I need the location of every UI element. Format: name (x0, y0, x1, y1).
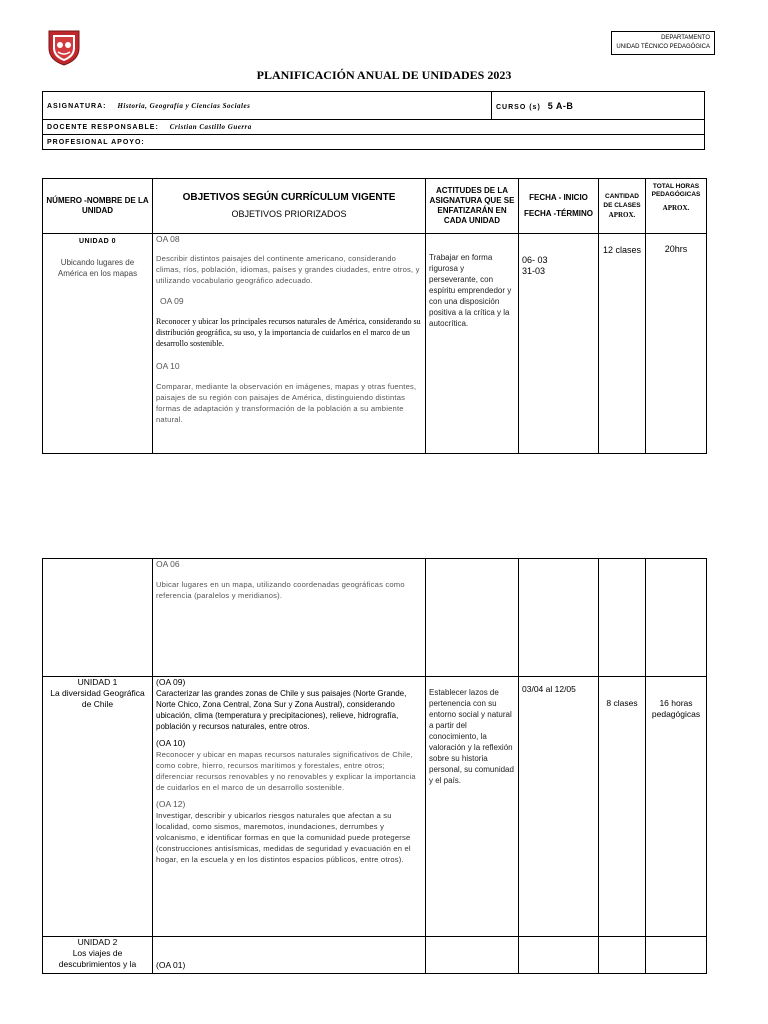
oa-06-code: OA 06 (156, 559, 180, 569)
hours-cell (646, 234, 707, 454)
info-table (42, 91, 705, 150)
school-crest-logo (46, 28, 82, 66)
unit-1-label: UNIDAD 1 (77, 677, 118, 687)
oa-01-code-u2: (OA 01) (156, 960, 186, 970)
apoyo-label: PROFESIONAL APOYO: (47, 138, 145, 146)
header-fecha-inicio: FECHA - INICIO (529, 193, 588, 202)
oa-10-code-u1: (OA 10) (156, 738, 186, 748)
header-cantidad (599, 179, 646, 234)
oa-08-code: OA 08 (156, 234, 180, 244)
empty-cell (599, 937, 646, 974)
unit-1-name: La diversidad Geográfica de Chile (50, 688, 145, 709)
dates-cell (519, 677, 599, 937)
objectives-cell (153, 559, 426, 677)
asignatura-cell (43, 92, 492, 120)
header-cantidad-title: CANTIDAD DE CLASES (603, 192, 641, 209)
table-header-row (43, 179, 707, 234)
table-row (43, 677, 707, 937)
header-horas-sub: APROX. (662, 204, 690, 212)
table-row (43, 234, 707, 454)
unit-0-cell (43, 234, 153, 454)
oa-10-code: OA 10 (156, 361, 180, 371)
classes-cell (599, 677, 646, 937)
header-horas (646, 179, 707, 234)
oa-09-text-u1: Caracterizar las grandes zonas de Chile y sus paisajes (Norte Grande, Norte Chico, Zona Central, Zona Sur y Zona Austral), considerando ubicación, clima (temperatura y precipitaciones), relieve, hidrografía, población y recursos naturales, entre otros. (156, 689, 407, 731)
hours-count-u1: 16 horas pedagógicas (651, 698, 701, 719)
objectives-cell (153, 234, 426, 454)
unit-1-cell (43, 677, 153, 937)
department-line-1: DEPARTAMENTO (661, 35, 710, 41)
department-box (611, 31, 715, 55)
unit-2-label: UNIDAD 2 (77, 937, 118, 947)
docente-cell (43, 120, 705, 135)
empty-cell (519, 937, 599, 974)
classes-count-u1: 8 clases (606, 698, 638, 708)
header-cantidad-sub: APROX. (608, 210, 636, 219)
table-row (43, 937, 707, 974)
empty-cell (646, 559, 707, 677)
oa-10-text: Comparar, mediante la observación en imágenes, mapas y otras fuentes, paisajes de su región con paisajes de América, distinguiendo distintas formas de adaptación y transformación de la población a su ambiente natural. (156, 382, 417, 424)
hours-count: 20hrs (664, 244, 688, 254)
unit-2-cell (43, 937, 153, 974)
header-fecha (519, 179, 599, 234)
objectives-cell (153, 937, 426, 974)
header-objetivos-sub: OBJETIVOS PRIORIZADOS (231, 209, 347, 219)
asignatura-value: Historia, Geografía y Ciencias Sociales (117, 101, 251, 110)
oa-09-text: Reconocer y ubicar los principales recursos naturales de América, considerando su distribución geográfica, su uso, y la importancia de cuidarlos en el marco de un desarrollo sostenible. (156, 317, 421, 348)
apoyo-cell (43, 135, 705, 150)
oa-09-code-u1: (OA 09) (156, 677, 186, 687)
unit-0-name: Ubicando lugares de América en los mapas (57, 258, 138, 278)
hours-cell (646, 677, 707, 937)
plan-table-page-2 (42, 558, 707, 974)
classes-cell (599, 234, 646, 454)
attitude-cell (426, 234, 519, 454)
empty-cell (599, 559, 646, 677)
plan-table-page-1 (42, 178, 707, 454)
header-unidad: NÚMERO -NOMBRE DE LA UNIDAD (43, 179, 153, 234)
empty-unit-cell (43, 559, 153, 677)
oa-12-text-u1: Investigar, describir y ubicarlos riesgos naturales que afectan a su localidad, como sismos, maremotos, inundaciones, derrumbes y volcanismo, e identificar formas en que la comunidad puede protegerse (construcciones antisísmicas, medidas de seguridad y evacuación en el hogar, en la escuela y en los distintos espacios públicos, entre otros). (156, 811, 411, 864)
attitude-cell (426, 677, 519, 937)
curso-value: 5 A-B (547, 100, 574, 111)
oa-10-text-u1: Reconocer y ubicar en mapas recursos naturales significativos de Chile, como cobre, hierro, recursos marítimos y forestales, entre otros; diferenciar recursos renovables y no renovables y explicar la importancia de cuidarlos en el marco de un desarrollo sostenible. (156, 750, 416, 792)
date-start: 06- 03 (522, 255, 548, 265)
attitude-text-u1: Establecer lazos de pertenencia con su entorno social y natural a partir del conocimiento, la valoración y la reflexión sobre su historia personal, su comunidad y el país. (429, 688, 514, 785)
page-title: PLANIFICACIÓN ANUAL DE UNIDADES 2023 (256, 68, 512, 82)
docente-value: Cristian Castillo Guerra (169, 123, 252, 131)
oa-09-code: OA 09 (160, 296, 184, 306)
header-objetivos-title: OBJETIVOS SEGÚN CURRÍCULUM VIGENTE (182, 192, 396, 203)
header-objetivos (153, 179, 426, 234)
asignatura-label: ASIGNATURA: (47, 102, 107, 110)
department-line-2: UNIDAD TÉCNICO PEDAGÓGICA (616, 44, 710, 50)
empty-cell (426, 937, 519, 974)
empty-cell (519, 559, 599, 677)
unit-0-label: UNIDAD 0 (78, 238, 117, 245)
date-end: 31-03 (522, 266, 546, 276)
objectives-cell (153, 677, 426, 937)
header-actitudes: ACTITUDES DE LA ASIGNATURA QUE SE ENFATIZARÁN EN CADA UNIDAD (426, 179, 519, 234)
curso-cell (492, 92, 705, 120)
date-range-u1: 03/04 al 12/05 (522, 684, 576, 694)
dates-cell (519, 234, 599, 454)
empty-cell (426, 559, 519, 677)
oa-12-code-u1: (OA 12) (156, 799, 186, 809)
empty-cell (646, 937, 707, 974)
header-fecha-termino: FECHA -TÉRMINO (523, 209, 594, 218)
oa-06-text: Ubicar lugares en un mapa, utilizando coordenadas geográficas como referencia (paralelos y meridianos). (156, 580, 405, 600)
attitude-text: Trabajar en forma rigurosa y perseverante, con espíritu emprendedor y con una disposición positiva a la crítica y la autocrítica. (429, 253, 512, 328)
oa-08-text: Describir distintos paisajes del continente americano, considerando climas, ríos, población, idiomas, países y grandes ciudades, entre otros, y utilizando vocabulario geográfico adecuado. (156, 254, 420, 285)
classes-count: 12 clases (602, 245, 642, 255)
curso-label: CURSO (s) (496, 103, 541, 111)
unit-2-name: Los viajes de descubrimientos y la (58, 948, 137, 969)
header-horas-title: TOTAL HORAS PEDAGÓGICAS (651, 183, 701, 198)
docente-label: DOCENTE RESPONSABLE: (47, 124, 159, 131)
table-row (43, 559, 707, 677)
